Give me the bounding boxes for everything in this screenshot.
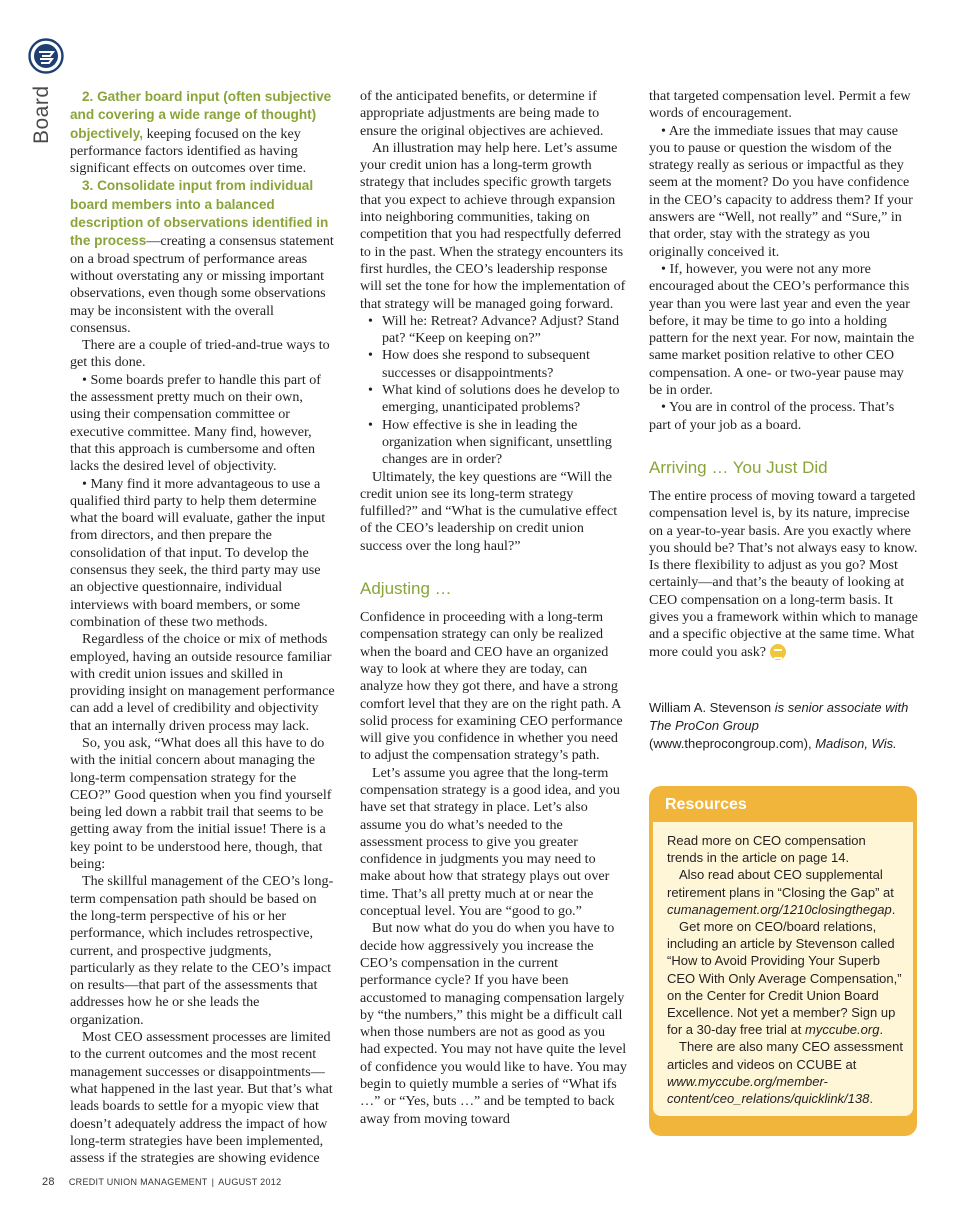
step-2-lead: 2. Gather board input (often subjective and covering a wide range of thought) objectively, bbox=[70, 89, 332, 141]
list-item: • How does she respond to subsequent successes or disappointments? bbox=[360, 347, 628, 382]
list-item-text: Will he: Retreat? Advance? Adjust? Stand pat? “Keep on keeping on?” bbox=[382, 312, 619, 347]
heading-adjusting: Adjusting … bbox=[360, 579, 452, 599]
resources-item: Also read about CEO supplemental retirement plans in “Closing the Gap” at bbox=[667, 867, 894, 900]
bullet-item: Many find it more advantageous to use a qualified third party to help them determine what the board will evaluate, gather the input from directors, and then prepare the consolidation of that input. To develop the consensus they seek, the third party may use an objective questionnaire, individual interviews with board members, or some combination of these two methods. bbox=[70, 475, 326, 630]
paragraph: Most CEO assessment processes are limited to the current outcomes and the most recent management successes or disappointments—what happened in the last year. But that’s what leads boards to settle for a myopic view that doesn’t adequately address the impact of how long-term strategies have been implemented, assess if the strategies are showing evidence bbox=[70, 1029, 333, 1167]
punctuation: . bbox=[891, 901, 896, 917]
resources-box bbox=[649, 786, 917, 1136]
resources-item: Read more on CEO compensation trends in the article on page 14. bbox=[667, 833, 866, 866]
issue-date: AUGUST 2012 bbox=[218, 1177, 282, 1187]
page-footer: 28 CREDIT UNION MANAGEMENT | AUGUST 2012 bbox=[42, 1176, 282, 1188]
bullet-item: Are the immediate issues that may cause you to pause or question the wisdom of the strategy really as serious or impactful as they seem at the moment? Do you have confidence in the CEO’s capacity to address them? If your answers are “Well, not really” and “Sure,” in that order, stay with the strategy as you originally conceived it. bbox=[649, 122, 913, 260]
author-role: is senior associate with bbox=[771, 699, 909, 715]
list-item-text: What kind of solutions does he develop to emerging, unanticipated problems? bbox=[382, 382, 620, 416]
resources-title: Resources bbox=[665, 796, 747, 813]
paragraph: Ultimately, the key questions are “Will the credit union see its long-term strategy fulfilled?” and “What is the cumulative effect of the CEO’s leadership on credit union success over the long haul?” bbox=[360, 468, 618, 554]
author-bio bbox=[649, 699, 919, 753]
column-2 bbox=[360, 88, 628, 1128]
section-tag bbox=[30, 85, 56, 152]
page-number: 28 bbox=[42, 1176, 55, 1188]
resources-link[interactable]: www.myccube.org/member-content/ceo_relations/quicklink/138 bbox=[667, 1073, 870, 1107]
step-3-text: —creating a consensus statement on a broad spectrum of performance areas without overstating any or missing important observations, even though some observations may be inconsistent with the overall consensus. bbox=[70, 233, 334, 336]
author-org: The ProCon Group bbox=[649, 717, 759, 733]
paragraph: Let’s assume you agree that the long-term compensation strategy is a good idea, and you have set that strategy in place. Let’s also assume you do what’s needed to the assessment process to give you greater confidence in judgments you may need to make about how that strategy plays out over time. That’s all pretty much at or near the conceptual level. You are “good to go.” bbox=[360, 764, 620, 920]
step-3-lead: 3. Consolidate input from individual board members into a balanced description of observations identified in the process bbox=[70, 178, 329, 249]
publication-name: CREDIT UNION MANAGEMENT bbox=[68, 1177, 208, 1187]
list-item: • Will he: Retreat? Advance? Adjust? Stand pat? “Keep on keeping on?” bbox=[360, 313, 628, 348]
resources-item: Get more on CEO/board relations, including an article by Stevenson called “How to Avoid Providing Your Superb CEO With Only Average Compensation,” on the Center for Credit Union Board Excellence. Not yet a member? Sign up for a 30-day free trial at bbox=[667, 919, 902, 1038]
resources-body bbox=[653, 822, 913, 1116]
bullet-item: Some boards prefer to handle this part of the assessment pretty much on their own, using their compensation committee or executive committee. Many find, however, that this approach is cumbersome and often lacks the desired level of objectivity. bbox=[70, 371, 321, 475]
column-1: 2. Gather board input (often subjective and covering a wide range of thought) objectively, keeping focused on the key performance factors identified as having significant effects on outcomes over time. 3. Consolidate input from individual board members into a balanced description of observations identified in the process—creating a consensus statement on a broad spectrum of performance areas without overstating any or missing important observations, even though some observations may be inconsistent with the overall consensus. There are a couple of tried-and-true ways to get this done. • Some boards prefer to handle this part of the assessment pretty much on their own, using their compensation committee or executive committee. Many find, however, that this approach is cumbersome and often lacks the desired level of objectivity. • Many find it more advantageous to use a qualified third party to help them determine what the board will evaluate, gather the input from directors, and then prepare the consolidation of that input. To develop the consensus they seek, the third party may use an objective questionnaire, individual interviews with board members, or some combination of these two methods. Regardless of the choice or mix of methods employed, having an outside resource familiar with credit union issues and skilled in providing insight on management performance can add a level of credibility and objectivity that an internally driven process may lack. So, you ask, “What does all this have to do with the initial concern about managing the long-term compensation strategy for the CEO?” Good question when you find yourself being led down a rabbit trail that seems to be getting away from the initial issue! There is a key point to be understood here, though, that being: The skillful management of the CEO’s long-term compensation path should be based on the long-term perspective of his or her performance, which includes retrospective, current, and prospective judgments, particularly as they relate to the CEO’s impact on results—that part of the assessments that addresses how he or she leads the organization. Most CEO assessment processes are limited to the current outcomes and the most recent management successes or disappointments—what happened in the last year. But that’s what leads boards to settle for a myopic view that doesn’t adequately address the impact of how long-term strategies have been implemented, assess if the strategies are showing evidence bbox=[70, 89, 335, 1167]
author-url[interactable]: (www.theprocongroup.com), bbox=[649, 735, 816, 751]
heading-arriving: Arriving … You Just Did bbox=[649, 457, 828, 477]
step-2-text: keeping focused on the key performance factors identified as having significant effects on outcomes over time. bbox=[70, 125, 307, 177]
paragraph: Confidence in proceeding with a long-term compensation strategy can only be realized when the board and CEO have an organized way to look at where they are today, can analyze how they got there, and have a strong comfort level that they are on the right path. A solid process for examining CEO performance will give you confidence in whether you need to adjust the compensation strategy’s path. bbox=[360, 609, 623, 764]
paragraph: The entire process of moving toward a targeted compensation level is, by its nature, imprecise on a year-to-year basis. Are you exactly where you should be? That’s not always easy to know. Is there flexibility to adjust as you go? Most certainly—and that’s the beauty of looking at CEO compensation on a long-term basis. It gives you a framework within which to manage and a specific objective at the same time. What more could you ask? bbox=[649, 487, 918, 660]
author-name: William A. Stevenson bbox=[649, 699, 772, 715]
paragraph: So, you ask, “What does all this have to do with the initial concern about managing the long-term compensation strategy for the CEO?” Good question when you find yourself being led down a rabbit trail that seems to be getting away from the initial issue! There is a key point to be understood here, though, that being: bbox=[70, 734, 332, 873]
paragraph: There are a couple of tried-and-true ways to get this done. bbox=[70, 337, 330, 371]
cu-logo-icon bbox=[28, 38, 64, 74]
resources-link[interactable]: myccube.org bbox=[805, 1022, 880, 1038]
paragraph: of the anticipated benefits, or determine if appropriate adjustments are being made to ensure the original objectives are achieved. bbox=[360, 88, 604, 139]
punctuation: . bbox=[869, 1091, 873, 1107]
punctuation: . bbox=[879, 1022, 884, 1038]
column-3: that targeted compensation level. Permit a few words of encouragement. • Are the immediate issues that may cause you to pause or question the wisdom of the strategy really as serious or impactful as they seem at the moment? Do you have confidence in the CEO’s capacity to address them? If your answers are “Well, not really” and “Sure,” in that order, stay with the strategy as you originally conceived it. • If, however, you were not any more encouraged about the CEO’s performance this year than you were last year and even the year before, it may be time to go into a holding pattern for the next year. For now, maintain the same market position relative to other CEO compensation. A one- or two-year pause may be in order. • You are in control of the process. That’s part of your job as a board. Arriving … You Just Did The entire process of moving toward a targeted compensation level is, by its nature, imprecise on a year-to-year basis. Are you exactly where you should be? That’s not always easy to know. Is there flexibility to adjust as you go? Most certainly—and that’s the beauty of looking at CEO compensation on a long-term basis. It gives you a framework within which to manage and a specific objective at the same time. What more could you ask? William A. Stevenson is senior associate with The ProCon Group (www.theprocongroup.com), Madison, Wis. bbox=[649, 88, 918, 751]
list-item-text: How does she respond to subsequent successes or disappointments? bbox=[382, 347, 590, 381]
paragraph: Regardless of the choice or mix of methods employed, having an outside resource familiar with credit union issues and skilled in providing insight on management performance can add a level of credibility and objectivity that an internally driven process may lack. bbox=[70, 631, 335, 734]
paragraph: But now what do you do when you have to decide how aggressively you increase the CEO’s compensation in the current performance cycle? If you have been accustomed to managing compensation largely by “the numbers,” this might be a difficult call when those numbers are not as good as you had expected. You may not have quite the level of confidence you would like to have. You may begin to quietly mumble a series of “What ifs …” or “Yes, buts …” and be tempted to back away from moving toward bbox=[360, 920, 627, 1127]
end-mark-icon bbox=[770, 644, 786, 660]
list-item: • How effective is she in leading the organization when significant, unsettling changes are in order? bbox=[360, 417, 628, 469]
list-item: • What kind of solutions does he develop to emerging, unanticipated problems? bbox=[360, 382, 628, 417]
author-location: Madison, Wis. bbox=[815, 735, 897, 751]
resources-link[interactable]: cumanagement.org/1210closingthegap bbox=[667, 901, 892, 917]
paragraph: The skillful management of the CEO’s long-term compensation path should be based on the long-term perspective of his or her performance, which includes retrospective, current, and prospective judgments, particularly as they relate to the CEO’s impact on results—that part of the assessments that addresses how he or she leads the organization. bbox=[70, 873, 334, 1028]
section-label: Board bbox=[30, 85, 53, 144]
list-item-text: How effective is she in leading the organization when significant, unsettling changes are in order? bbox=[382, 416, 612, 468]
paragraph: An illustration may help here. Let’s assume your credit union has a long-term growth strategy that includes specific growth targets that you expect to achieve through expansion into neighboring communities, taking on competition that you had respectfully deferred to in the past. When the strategy encounters its first hurdles, the CEO’s leadership response will set the tone for how the implementation of that strategy will be managed going forward. bbox=[360, 139, 626, 312]
resources-item: There are also many CEO assessment articles and videos on CCUBE at bbox=[667, 1039, 903, 1072]
bullet-item: If, however, you were not any more encouraged about the CEO’s performance this year than you were last year and even the year before, it may be time to go into a holding pattern for the next year. For now, maintain the same market position relative to other CEO compensation. A one- or two-year pause may be in order. bbox=[649, 260, 915, 399]
bullet-item: You are in control of the process. That’s part of your job as a board. bbox=[649, 399, 895, 433]
paragraph: that targeted compensation level. Permit a few words of encouragement. bbox=[649, 88, 911, 122]
